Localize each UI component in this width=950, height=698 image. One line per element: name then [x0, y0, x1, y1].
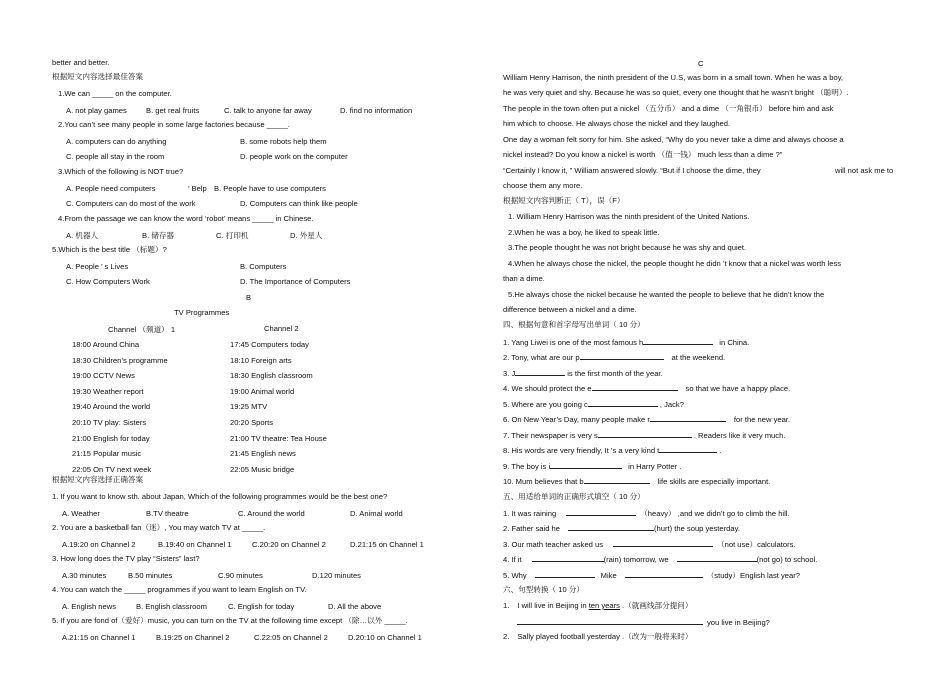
passage-line: The people in the town often put a nickel （五分币） and a dime （一角银币） before him and ask — [503, 104, 834, 113]
question-b4-option-a: A. English news — [62, 602, 117, 611]
question-b4-option-b: B. English classroom — [136, 602, 207, 611]
tv-row-channel2: 21:45 English news — [230, 449, 296, 459]
tv-row-channel1: 19:00 CCTV News — [72, 371, 135, 381]
question-a2-stem: 2.You can’t see many people in some large factories because _____. — [58, 120, 290, 129]
tf-item: 1. William Henry Harrison was the ninth president of the United Nations. — [508, 212, 750, 221]
blank[interactable] — [625, 571, 703, 578]
question-a4-option-b: B. 储存器 — [142, 231, 175, 240]
blank[interactable] — [650, 415, 726, 422]
fill-item: 5. Where are you going c , Jack? — [503, 400, 684, 409]
blank[interactable] — [613, 540, 713, 547]
tf-item: than a dime. — [503, 274, 545, 283]
question-b3-option-c: C.90 minutes — [218, 571, 263, 580]
question-a5-option-a: A. People ’ s Lives — [66, 262, 129, 271]
fill-item: 9. The boy is i in Harry Potter . — [503, 462, 682, 471]
blank[interactable] — [584, 477, 650, 484]
question-a1-stem: 1.We can _____ on the computer. — [58, 89, 172, 98]
blank[interactable] — [568, 524, 654, 531]
passage-line: “Certainly I know it, ” William answered slowly. “But if I choose the dime, they — [503, 166, 761, 175]
question-b2-option-a: A.19:20 on Channel 2 — [62, 540, 136, 549]
verb-item: 1. It was raining （heavy） ,and we didn’t go to climb the hill. — [503, 509, 790, 518]
blank[interactable] — [580, 353, 664, 360]
question-a1-option-d: D. find no information — [340, 106, 413, 115]
question-b5-option-c: C.22:05 on Channel 2 — [254, 633, 328, 642]
blank[interactable] — [550, 462, 622, 469]
question-b2-option-c: C.20:20 on Channel 2 — [252, 540, 326, 549]
section-b-instruction: 根据短文内容选择正确答案 — [52, 475, 144, 484]
section-c-letter: C — [698, 59, 704, 68]
question-a3-overlap: ’ Belp — [188, 184, 207, 193]
question-a3-option-c: C. Computers can do most of the work — [66, 199, 196, 208]
question-b5-option-b: B.19:25 on Channel 2 — [156, 633, 230, 642]
fill-item: 6. On New Year’s Day, many people make r for the new year. — [503, 415, 791, 424]
blank[interactable] — [517, 618, 703, 625]
tv-row-channel2: 19:25 MTV — [230, 402, 268, 412]
question-b4-option-c: C. English for today — [228, 602, 295, 611]
tv-row-channel1: 18:30 Children’s programme — [72, 355, 168, 365]
section-b-letter: B — [246, 293, 252, 302]
tv-row-channel1: 21:15 Popular music — [72, 449, 142, 459]
passage-overlap: will not ask me to — [835, 166, 894, 175]
tv-row-channel1: 19:40 Around the world — [72, 402, 151, 412]
question-b3-option-a: A.30 minutes — [62, 571, 107, 580]
verb-item: 5. Why Mike （study）English last year? — [503, 571, 800, 580]
tv-row-channel1: 22:05 On TV next week — [72, 464, 152, 474]
fill-item: 10. Mum believes that b life skills are especially important. — [503, 477, 771, 486]
tv-row-channel1: 19:30 Weather report — [72, 386, 144, 396]
tf-instruction: 根据短文内容判断正（ T），误（F） — [503, 196, 625, 205]
question-b2-option-d: D.21:15 on Channel 1 — [350, 540, 424, 549]
question-b4-stem: 4. You can watch the _____ programmes if you want to learn English on TV. — [52, 585, 307, 594]
blank[interactable] — [535, 571, 595, 578]
question-b2-stem: 2. You are a basketball fan（迷）, You may watch TV at _____. — [52, 523, 266, 532]
tf-item: 3.The people thought he was not bright because he was shy and quiet. — [508, 243, 747, 252]
verb-item: 3. Our math teacher asked us （not use）calculators. — [503, 540, 796, 549]
transform-item-1: 1. I will live in Beijing in ten years .（就画线部分提问） — [503, 601, 693, 610]
tv-row-channel2: 22:05 Music bridge — [230, 464, 295, 474]
question-a5-stem: 5.Which is the best title （标题）? — [52, 245, 167, 254]
fill-item: 1. Yang Liwei is one of the most famous h in China. — [503, 338, 750, 347]
blank[interactable] — [592, 384, 678, 391]
tv-row-channel1: 20:10 TV play: Sisters — [72, 418, 147, 427]
question-a3-stem: 3.Which of the following is NOT true? — [58, 167, 184, 176]
question-a5-option-d: D. The Importance of Computers — [240, 277, 351, 286]
section4-title: 四、根据句意和首字母写出单词（ 10 分） — [503, 320, 645, 329]
question-b1-stem: 1. If you want to know sth. about Japan, Which of the following programmes would be the best one? — [52, 492, 388, 501]
blank[interactable] — [677, 555, 757, 562]
tv-row-channel2: 17:45 Computers today — [230, 340, 309, 349]
blank[interactable] — [515, 369, 565, 376]
passage-line: William Henry Harrison, the ninth president of the U.S, was born in a small town. When he was a boy, — [503, 73, 844, 82]
tf-item: 5.He always chose the nickel because he wanted the people to believe that he didn’t know the — [508, 290, 825, 299]
question-b4-option-d: D. All the above — [328, 602, 382, 611]
question-a4-option-a: A. 机器人 — [66, 231, 99, 240]
question-b5-option-d: D.20:10 on Channel 1 — [348, 633, 422, 642]
question-a1-option-b: B. get real fruits — [146, 106, 200, 115]
question-b2-option-b: B.19:40 on Channel 1 — [158, 540, 232, 549]
tv-row-channel1: 21:00 English for today — [72, 433, 150, 443]
tf-item: 4.When he always chose the nickel, the people thought he didn ’t know that a nickel was worth less — [508, 259, 842, 268]
section5-title: 五、用适给单词的正确形式填空（ 10 分） — [503, 492, 645, 501]
tv-row-channel1: 18:00 Around China — [72, 340, 140, 349]
question-a2-option-d: D. people work on the computer — [240, 152, 348, 161]
question-b1-option-a: A. Weather — [62, 509, 100, 518]
tf-item: difference between a nickel and a dime. — [503, 305, 637, 314]
passage-line: him which to choose. He always chose the nickel and they laughed. — [503, 119, 731, 128]
passage-line: nickel instead? Do you know a nickel is worth （值一钱） much less than a dime ?” — [503, 150, 783, 159]
tv-title: TV Programmes — [174, 308, 230, 317]
question-a5-option-c: C. How Computers Work — [66, 277, 150, 286]
question-b3-stem: 3. How long does the TV play “Sisters” last? — [52, 554, 200, 563]
tv-channel1-header: Channel （频道） 1 — [108, 325, 176, 334]
blank[interactable] — [588, 400, 658, 407]
passage-line: he was very quiet and shy. Because he was so quiet, every one thought that he wasn’t bright （聪明）. — [503, 88, 849, 97]
tf-item: 2.When he was a boy, he liked to speak little. — [508, 228, 660, 237]
fill-item: 7. Their newspaper is very s . Readers like it very much. — [503, 431, 786, 440]
tv-row-channel2: 19:00 Animal world — [230, 386, 295, 396]
blank[interactable] — [659, 446, 717, 453]
verb-item: 4. If it (rain) tomorrow, we (not go) to school. — [503, 555, 818, 564]
question-a3-option-b: B. People have to use computers — [214, 184, 326, 193]
fill-item: 8. His words are very friendly, It ’s a very kind t . — [503, 446, 722, 455]
blank[interactable] — [532, 555, 604, 562]
tv-row-channel2: 18:30 English classroom — [230, 371, 313, 381]
tv-channel2-header: Channel 2 — [264, 324, 299, 333]
tv-row-channel2: 21:00 TV theatre: Tea House — [230, 433, 327, 443]
section6-title: 六、句型转换（ 10 分） — [503, 585, 585, 594]
verb-item: 2. Father said he (hurt) the soup yesterday. — [503, 524, 740, 533]
transform-answer-1: you live in Beijing? — [517, 618, 770, 627]
passage-line: choose them any more. — [503, 181, 583, 190]
question-b3-option-b: B.50 minutes — [128, 571, 173, 580]
question-a1-option-c: C. talk to anyone far away — [224, 106, 312, 115]
question-a4-option-c: C. 打印机 — [216, 231, 249, 240]
tv-row-channel2: 20:20 Sports — [230, 418, 274, 427]
section-a-instruction: 根据短文内容选择最佳答案 — [52, 72, 144, 81]
question-b5-option-a: A.21:15 on Channel 1 — [62, 633, 136, 642]
question-a3-option-a: A. People need computers — [66, 184, 156, 193]
question-a2-option-b: B. some robots help them — [240, 137, 327, 146]
tv-row-channel2: 18:10 Foreign arts — [230, 355, 292, 365]
intro-tail: better and better. — [52, 58, 110, 67]
fill-item: 3. J is the first month of the year. — [503, 369, 663, 378]
question-a3-option-d: D. Computers can think like people — [240, 199, 358, 208]
question-b1-option-c: C. Around the world — [238, 509, 305, 518]
passage-line: One day a woman felt sorry for him. She asked, “Why do you never take a dime and always choose a — [503, 135, 844, 144]
question-a1-option-a: A. not play games — [66, 106, 127, 115]
question-b5-stem: 5. If you are fond of（爱好）music, you can turn on the TV at the following time except （除…以外 _____. — [52, 616, 408, 625]
question-a2-option-a: A. computers can do anything — [66, 137, 167, 146]
blank[interactable] — [643, 338, 713, 345]
transform-item-2: 2. Sally played football yesterday .（改为一般将来时） — [503, 632, 693, 641]
blank[interactable] — [566, 509, 636, 516]
blank[interactable] — [598, 431, 692, 438]
question-b1-option-d: D. Animal world — [350, 509, 403, 518]
fill-item: 4. We should protect the e so that we have a happy place. — [503, 384, 791, 393]
question-b3-option-d: D.120 minutes — [312, 571, 361, 580]
question-a2-option-c: C. people all stay in the room — [66, 152, 165, 161]
question-a5-option-b: B. Computers — [240, 262, 287, 271]
question-a4-option-d: D. 外星人 — [290, 231, 323, 240]
fill-item: 2. Tony, what are our p at the weekend. — [503, 353, 726, 362]
question-b1-option-b: B.TV theatre — [146, 509, 189, 518]
question-a4-stem: 4.From the passage we can know the word ‘robot’ means _____ in Chinese. — [58, 214, 314, 223]
